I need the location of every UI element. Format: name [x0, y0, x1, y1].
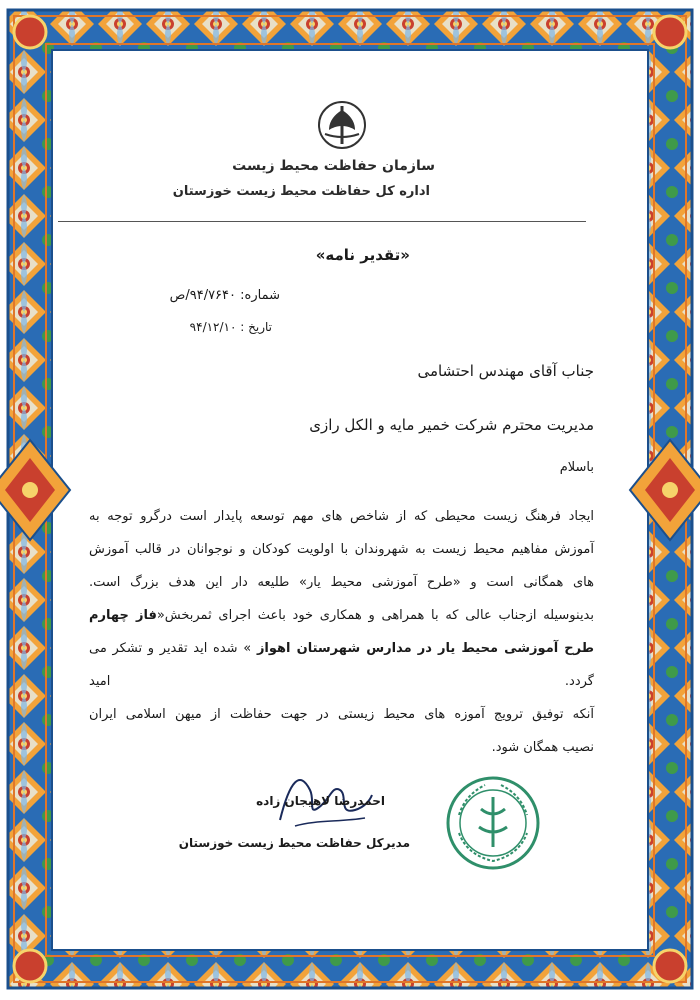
body-line — [89, 632, 594, 698]
body-text-segment: » شده اید تقدیر و تشکر می گردد. امید — [89, 641, 594, 689]
signatory-name: احمدرضا لاهیجان زاده — [256, 794, 385, 808]
document-date: تاریخ : ۹۴/۱۲/۱۰ — [189, 320, 272, 334]
body-text-segment: بدینوسیله ازجناب عالی که با همراهی و همکاری خود باعث اجرای ثمربخش« — [156, 608, 595, 623]
body-highlight: طرح آموزشی محیط یار در مدارس شهرستان اهواز — [256, 641, 594, 656]
department-name: اداره کل حفاظت محیط زیست خوزستان — [172, 184, 430, 199]
document-number: شماره: ۹۴/۷۶۴۰/ص — [169, 288, 280, 303]
body-line — [89, 599, 594, 632]
official-stamp-icon — [445, 775, 541, 871]
recipient-management: مدیریت محترم شرکت خمیر مایه و الکل رازی — [309, 416, 594, 434]
letter-body — [89, 500, 594, 764]
body-line: آموزش مفاهیم محیط زیست به شهروندان با اولویت کودکان و نوجوانان در قالب آموزش — [89, 542, 594, 557]
body-line: نصیب همگان شود. — [491, 740, 594, 755]
body-line: آنکه توفیق ترویج آموزه های محیط زیستی در جهت حفاظت از میهن اسلامی ایران — [89, 707, 594, 722]
body-line: های همگانی است و «طرح آموزشی محیط یار» طلیعه دار این هدف بزرگ است. — [89, 575, 594, 590]
environment-organization-logo-icon — [317, 100, 367, 150]
greeting: باسلام — [559, 460, 594, 475]
certificate-content — [60, 70, 640, 950]
document-title: «تقدیر نامه» — [315, 246, 410, 264]
recipient-name: جناب آقای مهندس احتشامی — [417, 362, 594, 380]
signatory-title: مدیرکل حفاظت محیط زیست خوزستان — [178, 836, 410, 850]
body-highlight: فاز چهارم — [89, 608, 157, 623]
header-divider — [58, 221, 586, 222]
body-line: ایجاد فرهنگ زیست محیطی که از شاخص های مهم توسعه پایدار است درگرو توجه به — [89, 509, 594, 524]
organization-name: سازمان حفاظت محیط زیست — [232, 158, 435, 174]
